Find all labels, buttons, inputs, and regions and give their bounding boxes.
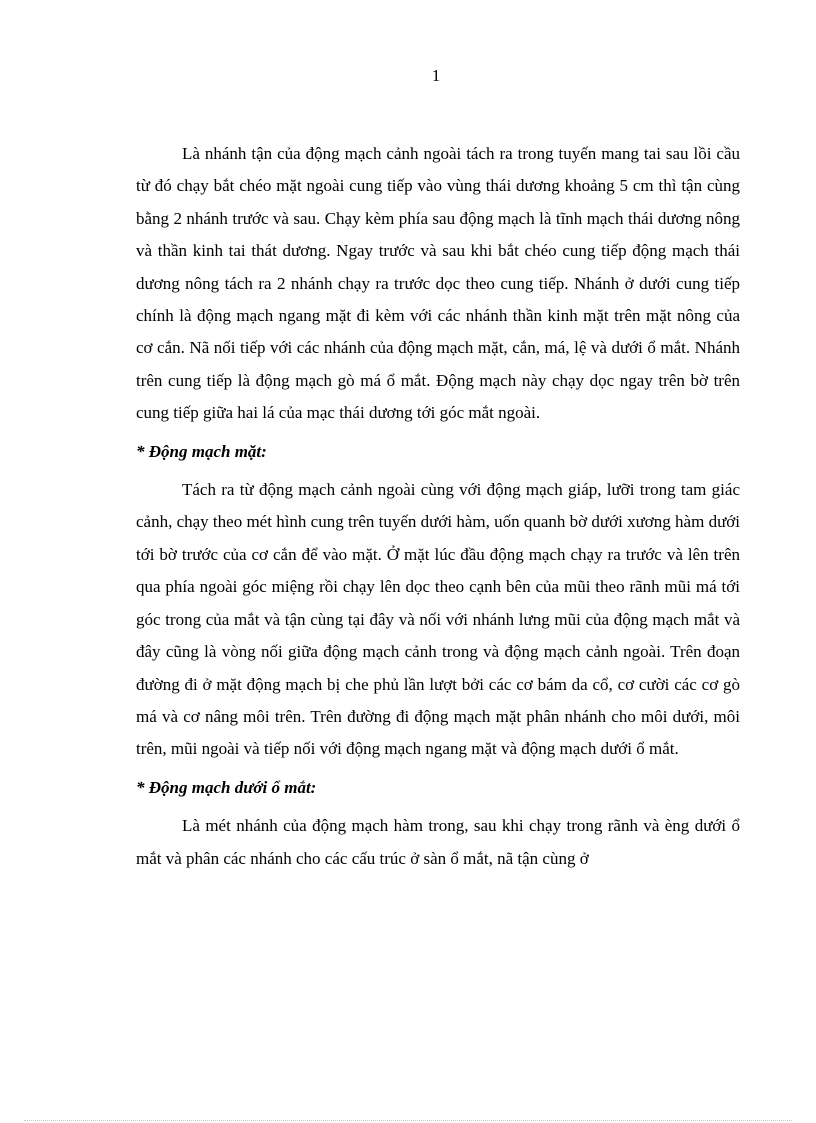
heading-infraorbital-artery: * Động mạch dưới ổ mắt: bbox=[136, 777, 317, 797]
document-body bbox=[136, 138, 740, 875]
paragraph-superficial-temporal-artery: Là nhánh tận của động mạch cảnh ngoài tách ra trong tuyến mang tai sau lồi cầu từ đó chạy bắt chéo mặt ngoài cung tiếp vào vùng thái dương khoảng 5 cm thì tận cùng bằng 2 nhánh trước và sau. Chạy kèm phía sau động mạch là tĩnh mạch thái dương nông và thần kinh tai thát dương. Ngay trước và sau khi bắt chéo cung tiếp động mạch thái dương nông tách ra 2 nhánh chạy ra trước dọc theo cung tiếp. Nhánh ở dưới cung tiếp chính là động mạch ngang mặt đi kèm với các nhánh thần kinh mặt trên mặt nông của cơ cắn. Nã nối tiếp với các nhánh của động mạch mặt, cắn, má, lệ và dưới ổ mắt. Nhánh trên cung tiếp là động mạch gò má ổ mắt. Động mạch này chạy dọc ngay trên bờ trên cung tiếp giữa hai lá của mạc thái dương tới góc mắt ngoài. bbox=[136, 144, 740, 423]
page-number: 1 bbox=[431, 66, 441, 85]
page-bottom-rule bbox=[24, 1120, 792, 1121]
heading-facial-artery: * Động mạch mặt: bbox=[136, 441, 267, 461]
paragraph-infraorbital-artery: Là mét nhánh của động mạch hàm trong, sau khi chạy trong rãnh và èng dưới ổ mắt và phân các nhánh cho các cấu trúc ở sàn ổ mắt, nã tận cùng ở bbox=[136, 816, 740, 868]
paragraph-facial-artery: Tách ra từ động mạch cảnh ngoài cùng với động mạch giáp, lưỡi trong tam giác cảnh, chạy theo mét hình cung trên tuyến dưới hàm, uốn quanh bờ dưới xương hàm dưới tới bờ trước của cơ cắn để vào mặt. Ở mặt lúc đầu động mạch chạy ra trước và lên trên qua phía ngoài góc miệng rồi chạy lên dọc theo cạnh bên của mũi theo rãnh mũi má tới góc trong của mắt và tận cùng tại đây và nối với nhánh lưng mũi của động mạch mắt và đây cũng là vòng nối giữa động mạch cảnh trong và động mạch cảnh ngoài. Trên đoạn đường đi ở mặt động mạch bị che phủ lần lượt bởi các cơ bám da cổ, cơ cười các cơ gò má và cơ nâng môi trên. Trên đường đi động mạch mặt phân nhánh cho môi dưới, môi trên, mũi ngoài và tiếp nối với động mạch ngang mặt và động mạch dưới ổ mắt. bbox=[136, 480, 740, 759]
